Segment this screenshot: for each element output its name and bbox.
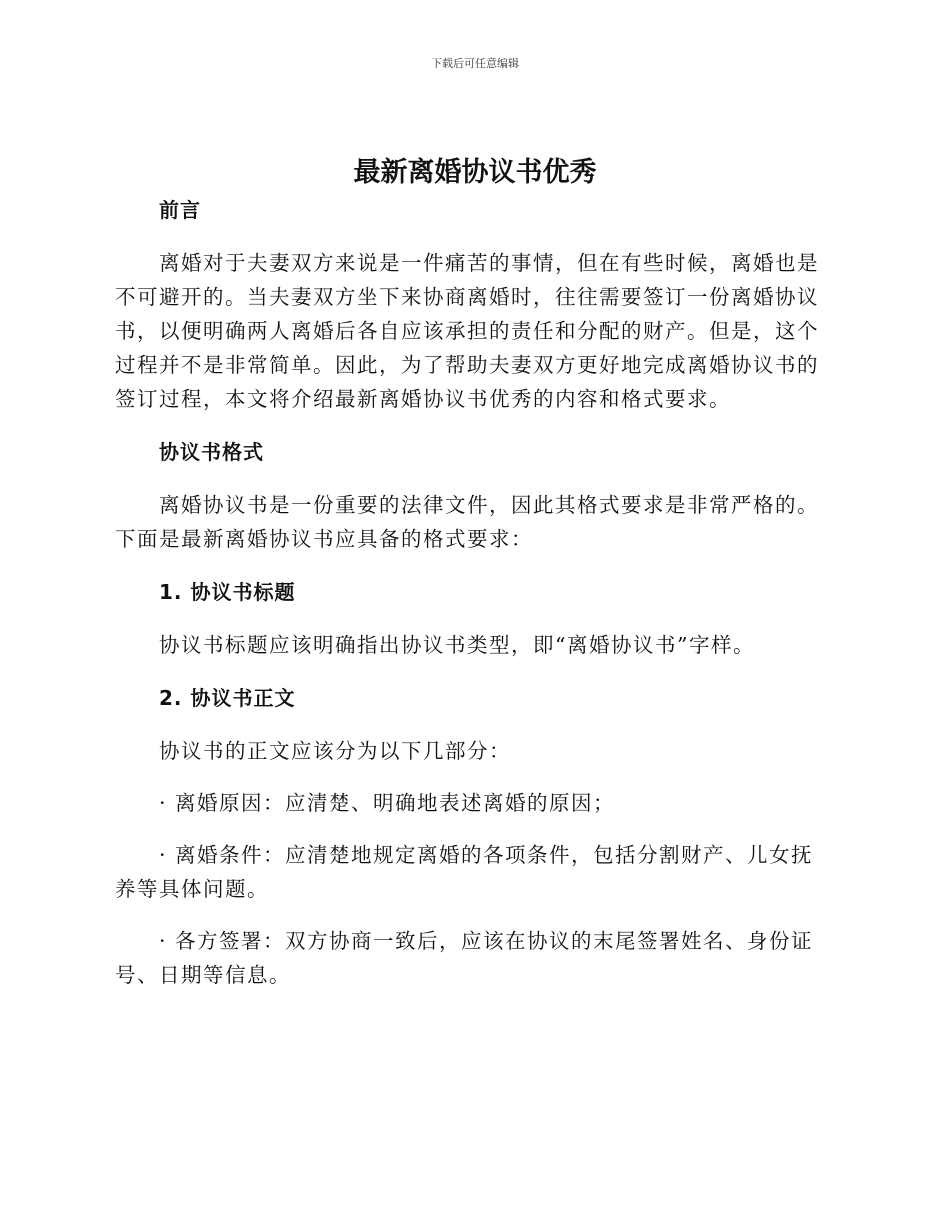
bullet-signatures: · 各方签署：双方协商一致后，应该在协议的末尾签署姓名、身份证号、日期等信息。 bbox=[115, 929, 814, 987]
section-heading-format: 协议书格式 bbox=[159, 440, 264, 464]
section-heading-body: 2. 协议书正文 bbox=[159, 686, 296, 710]
body-paragraph: 协议书的正文应该分为以下几部分： bbox=[159, 739, 511, 763]
format-paragraph: 离婚协议书是一份重要的法律文件，因此其格式要求是非常严格的。下面是最新离婚协议书应具备的格式要求： bbox=[115, 493, 819, 551]
section-heading-title: 1. 协议书标题 bbox=[159, 580, 296, 604]
document-body bbox=[115, 192, 835, 1010]
preface-paragraph: 离婚对于夫妻双方来说是一件痛苦的事情，但在有些时候，离婚也是不可避开的。当夫妻双方坐下来协商离婚时，往往需要签订一份离婚协议书，以便明确两人离婚后各自应该承担的责任和分配的财产。但是，这个过程并不是非常简单。因此，为了帮助夫妻双方更好地完成离婚协议书的签订过程，本文将介绍最新离婚协议书优秀的内容和格式要求。 bbox=[115, 251, 819, 411]
section-heading-preface: 前言 bbox=[159, 198, 201, 222]
header-note: 下载后可任意编辑 bbox=[431, 57, 519, 70]
document-title: 最新离婚协议书优秀 bbox=[353, 157, 597, 188]
title-paragraph: 协议书标题应该明确指出协议书类型，即“离婚协议书”字样。 bbox=[159, 633, 755, 657]
bullet-divorce-conditions: · 离婚条件：应清楚地规定离婚的各项条件，包括分割财产、儿女抚养等具体问题。 bbox=[115, 843, 814, 901]
bullet-divorce-reason: · 离婚原因：应清楚、明确地表述离婚的原因； bbox=[159, 791, 616, 815]
